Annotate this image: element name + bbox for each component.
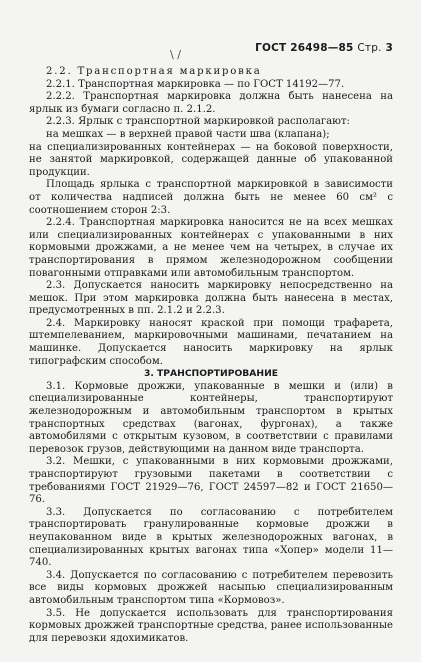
paragraph-2-2-3: 2.2.3. Ярлык с транспортной маркировкой располагают: [46,116,350,128]
section-heading-3: 3. ТРАНСПОРТИРОВАНИЕ [143,368,279,380]
paragraph-2-2-3-bags: на мешках — в верхней правой части шва (клапана); [46,128,330,140]
margin-mark: \ / [170,48,181,61]
paragraph-2-3: 2.3. Допускается наносить маркировку непосредственно на мешок. При этом маркировка должна быть нанесена в местах, предусмотренных в пп. 2.1.2 и 2.2.3. [29,280,393,317]
paragraph-3-3: 3.3. Допускается по согласованию с потребителем транспортировать гранулированные кормовые дрожжи в неупакованном виде в крытых железнодорожных вагонах, в специализированных крытых вагонах типа «Хопер» модели 11—740. [29,506,393,569]
page-label: Стр. [357,42,382,54]
paragraph-2-2-3-containers: на специализированных контейнерах — на боковой поверхности, не занятой маркировкой, содержащей данные об упакованной продукции. [29,141,393,178]
subsection-heading-2-2: 2.2. Транспортная маркировка [46,66,262,77]
paragraph-3-4: 3.4. Допускается по согласованию с потребителем перевозить все виды кормовых дрожжей насыпью специализированным автомобильным транспортом типа «Кормовоз». [29,569,393,606]
paragraph-3-2: 3.2. Мешки, с упакованными в них кормовыми дрожжами, транспортируют грузовыми пакетами в соответствии с требованиями ГОСТ 21929—76, ГОСТ 24597—82 и ГОСТ 21650—76. [29,456,393,506]
paragraph-2-2-4: 2.2.4. Транспортная маркировка наносится не на всех мешках или специализированных контейнерах с упакованными в них кормовыми дрожжами, а не менее чем на четырех, в случае их транспортирования в прямом железнодорожном сообщении повагонными отправками или автомобильным транспортом. [29,217,393,279]
paragraph-label-area: Площадь ярлыка с транспортной маркировкой в зависимости от количества надписей должна быть не менее 60 см² с соотношением сторон 2:3. [29,179,393,216]
paragraph-2-2-2: 2.2.2. Транспортная маркировка должна быть нанесена на ярлык из бумаги согласно п. 2.1.2. [29,91,393,115]
standard-number: ГОСТ 26498—85 [255,42,354,54]
document-body [29,66,393,645]
page-number: 3 [385,42,393,54]
page-header [255,42,393,54]
paragraph-3-1: 3.1. Кормовые дрожжи, упакованные в мешки и (или) в специализированные контейнеры, транспортируют железнодорожным и автомобильным транспортом в крытых транспортных средствах (вагонах, фургонах), а также автомобилями с открытым кузовом, в соответствии с правилами перевозок грузов, действующими на данном виде транспорта. [29,380,393,455]
paragraph-3-5: 3.5. Не допускается использовать для транспортирования кормовых дрожжей транспортные средства, ранее использованные для перевозки ядохимикатов. [29,607,393,644]
paragraph-2-4: 2.4. Маркировку наносят краской при помощи трафарета, штемпелеванием, маркировочными машинами, печатанием на машинке. Допускается наносить маркировку на ярлык типографским способом. [29,317,393,367]
paragraph-2-2-1: 2.2.1. Транспортная маркировка — по ГОСТ 14192—77. [46,78,345,90]
